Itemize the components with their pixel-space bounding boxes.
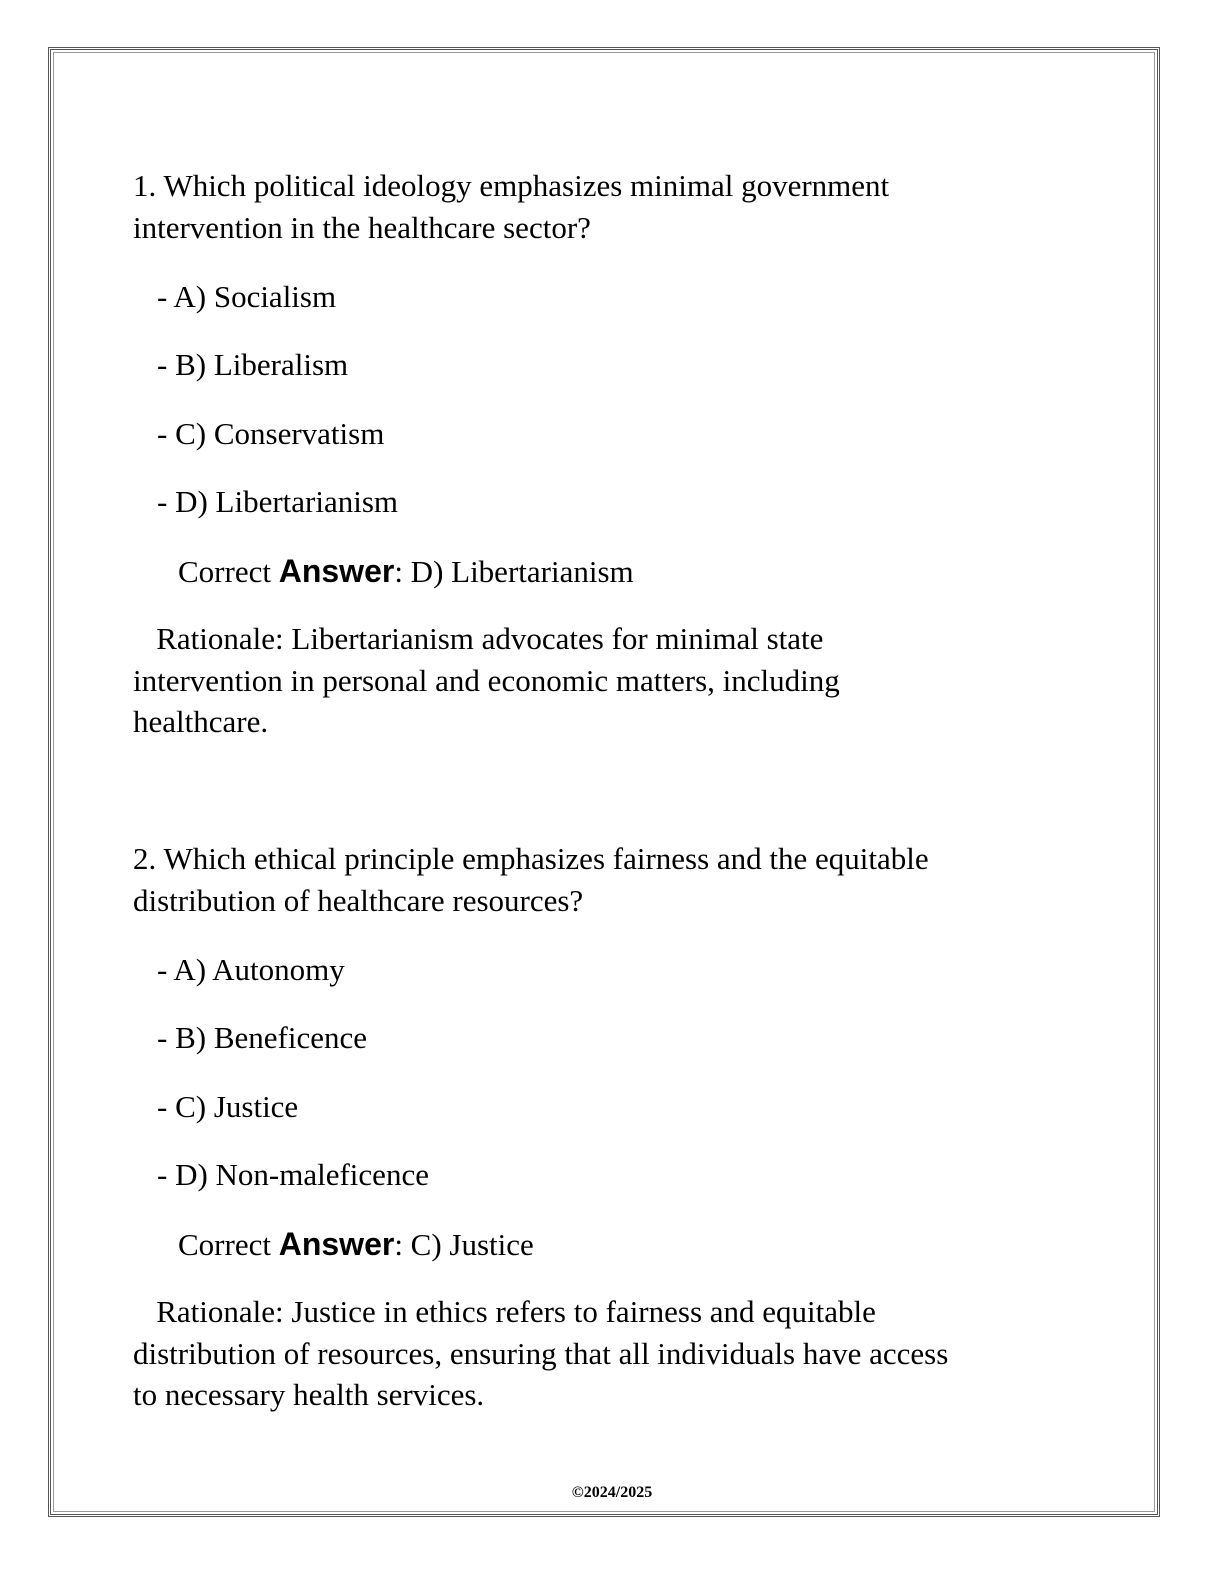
- option-b: - B) Beneficence: [157, 1020, 367, 1055]
- option-c: - C) Conservatism: [157, 416, 385, 451]
- rationale-text: to necessary health services.: [133, 1377, 485, 1412]
- option-c: - C) Justice: [157, 1089, 299, 1124]
- question-text: intervention in the healthcare sector?: [133, 210, 591, 245]
- rationale-text: intervention in personal and economic matters, including: [133, 663, 840, 698]
- answer-prefix: Correct: [178, 554, 279, 589]
- answer-label: Answer: [278, 1226, 395, 1262]
- answer-prefix: Correct: [178, 1227, 279, 1262]
- copyright-footer: ©2024/2025: [571, 1484, 653, 1501]
- option-d: - D) Libertarianism: [157, 484, 399, 519]
- answer-label: Answer: [278, 553, 395, 589]
- rationale-text: distribution of resources, ensuring that all individuals have access: [133, 1336, 949, 1371]
- question-text: 2. Which ethical principle emphasizes fairness and the equitable: [133, 841, 929, 876]
- correct-answer: [178, 1223, 534, 1266]
- answer-value: : D) Libertarianism: [394, 554, 634, 589]
- option-b: - B) Liberalism: [157, 347, 349, 382]
- rationale-text: Rationale: Justice in ethics refers to fairness and equitable: [133, 1294, 876, 1329]
- correct-answer: [178, 550, 634, 593]
- option-a: - A) Autonomy: [157, 952, 345, 987]
- rationale-text: Rationale: Libertarianism advocates for minimal state: [133, 621, 824, 656]
- rationale-text: healthcare.: [133, 704, 269, 739]
- question-text: distribution of healthcare resources?: [133, 883, 584, 918]
- option-a: - A) Socialism: [157, 279, 337, 314]
- option-d: - D) Non-maleficence: [157, 1157, 429, 1192]
- answer-value: : C) Justice: [394, 1227, 534, 1262]
- question-text: 1. Which political ideology emphasizes minimal government: [133, 168, 890, 203]
